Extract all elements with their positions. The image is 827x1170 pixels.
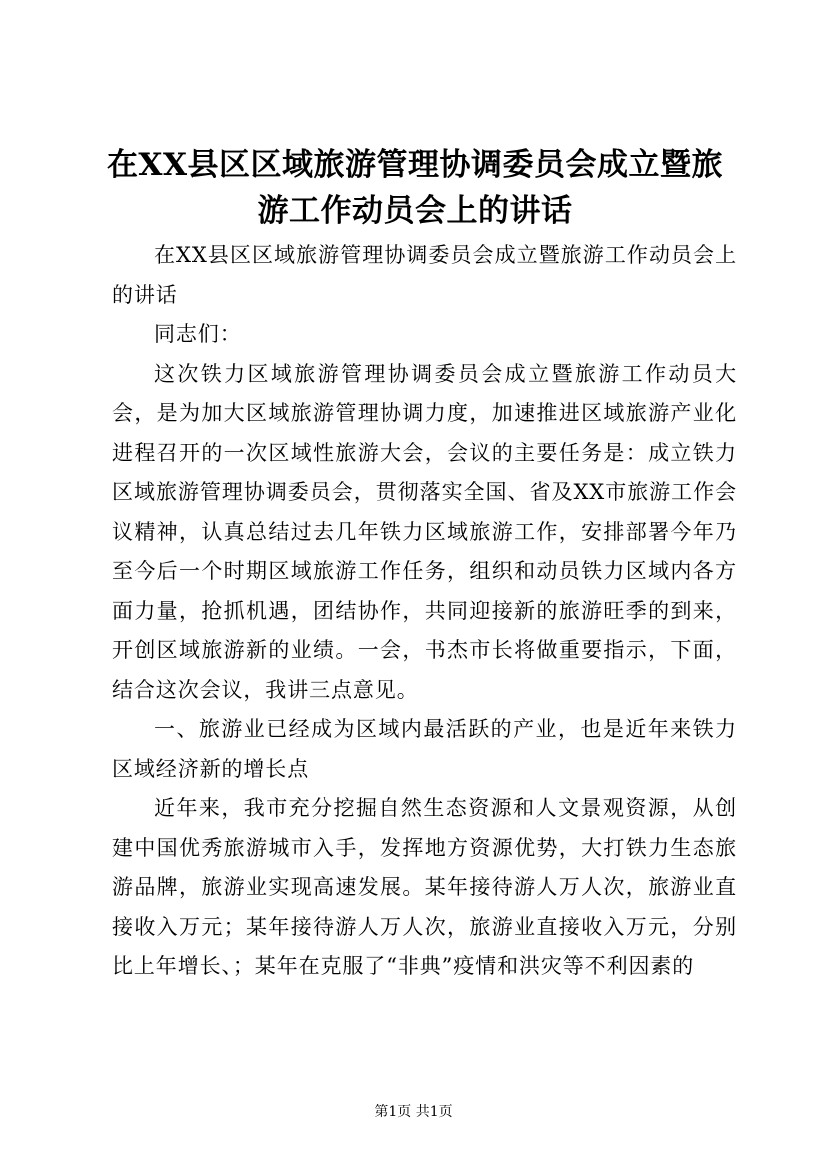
paragraph-intro: 这次铁力区域旅游管理协调委员会成立暨旅游工作动员大会，是为加大区域旅游管理协调力度，加速推进区域旅游产业化进程召开的一次区域性旅游大会，会议的主要任务是：成立铁力区域旅游管理协调委员会，贯彻落实全国、省及XX市旅游工作会议精神，认真总结过去几年铁力区域旅游工作，安排部署今年乃至今后一个时期区域旅游工作任务，组织和动员铁力区域内各方面力量，抢抓机遇，团结协作，共同迎接新的旅游旺季的到来，开创区域旅游新的业绩。一会，书杰市长将做重要指示，下面，结合这次会议，我讲三点意见。 xyxy=(112,361,737,702)
document-body xyxy=(112,236,737,987)
paragraph-section-body: 近年来，我市充分挖掘自然生态资源和人文景观资源，从创建中国优秀旅游城市入手，发挥地方资源优势，大打铁力生态旅游品牌，旅游业实现高速发展。某年接待游人万人次，旅游业直接收入万元；某年接待游人万人次，旅游业直接收入万元，分别比上年增长、；某年在克服了“非典”疫情和洪灾等不利因素的 xyxy=(112,796,737,978)
paragraph-salutation: 同志们： xyxy=(154,322,242,346)
paragraph-heading-repeat: 在XX县区区域旅游管理协调委员会成立暨旅游工作动员会上的讲话 xyxy=(112,243,737,307)
document-title: 在XX县区区域旅游管理协调委员会成立暨旅游工作动员会上的讲话 xyxy=(106,147,724,229)
paragraph-section-heading: 一、旅游业已经成为区域内最活跃的产业，也是近年来铁力区域经济新的增长点 xyxy=(112,717,737,781)
page-footer: 第1页 共1页 xyxy=(374,1104,453,1120)
